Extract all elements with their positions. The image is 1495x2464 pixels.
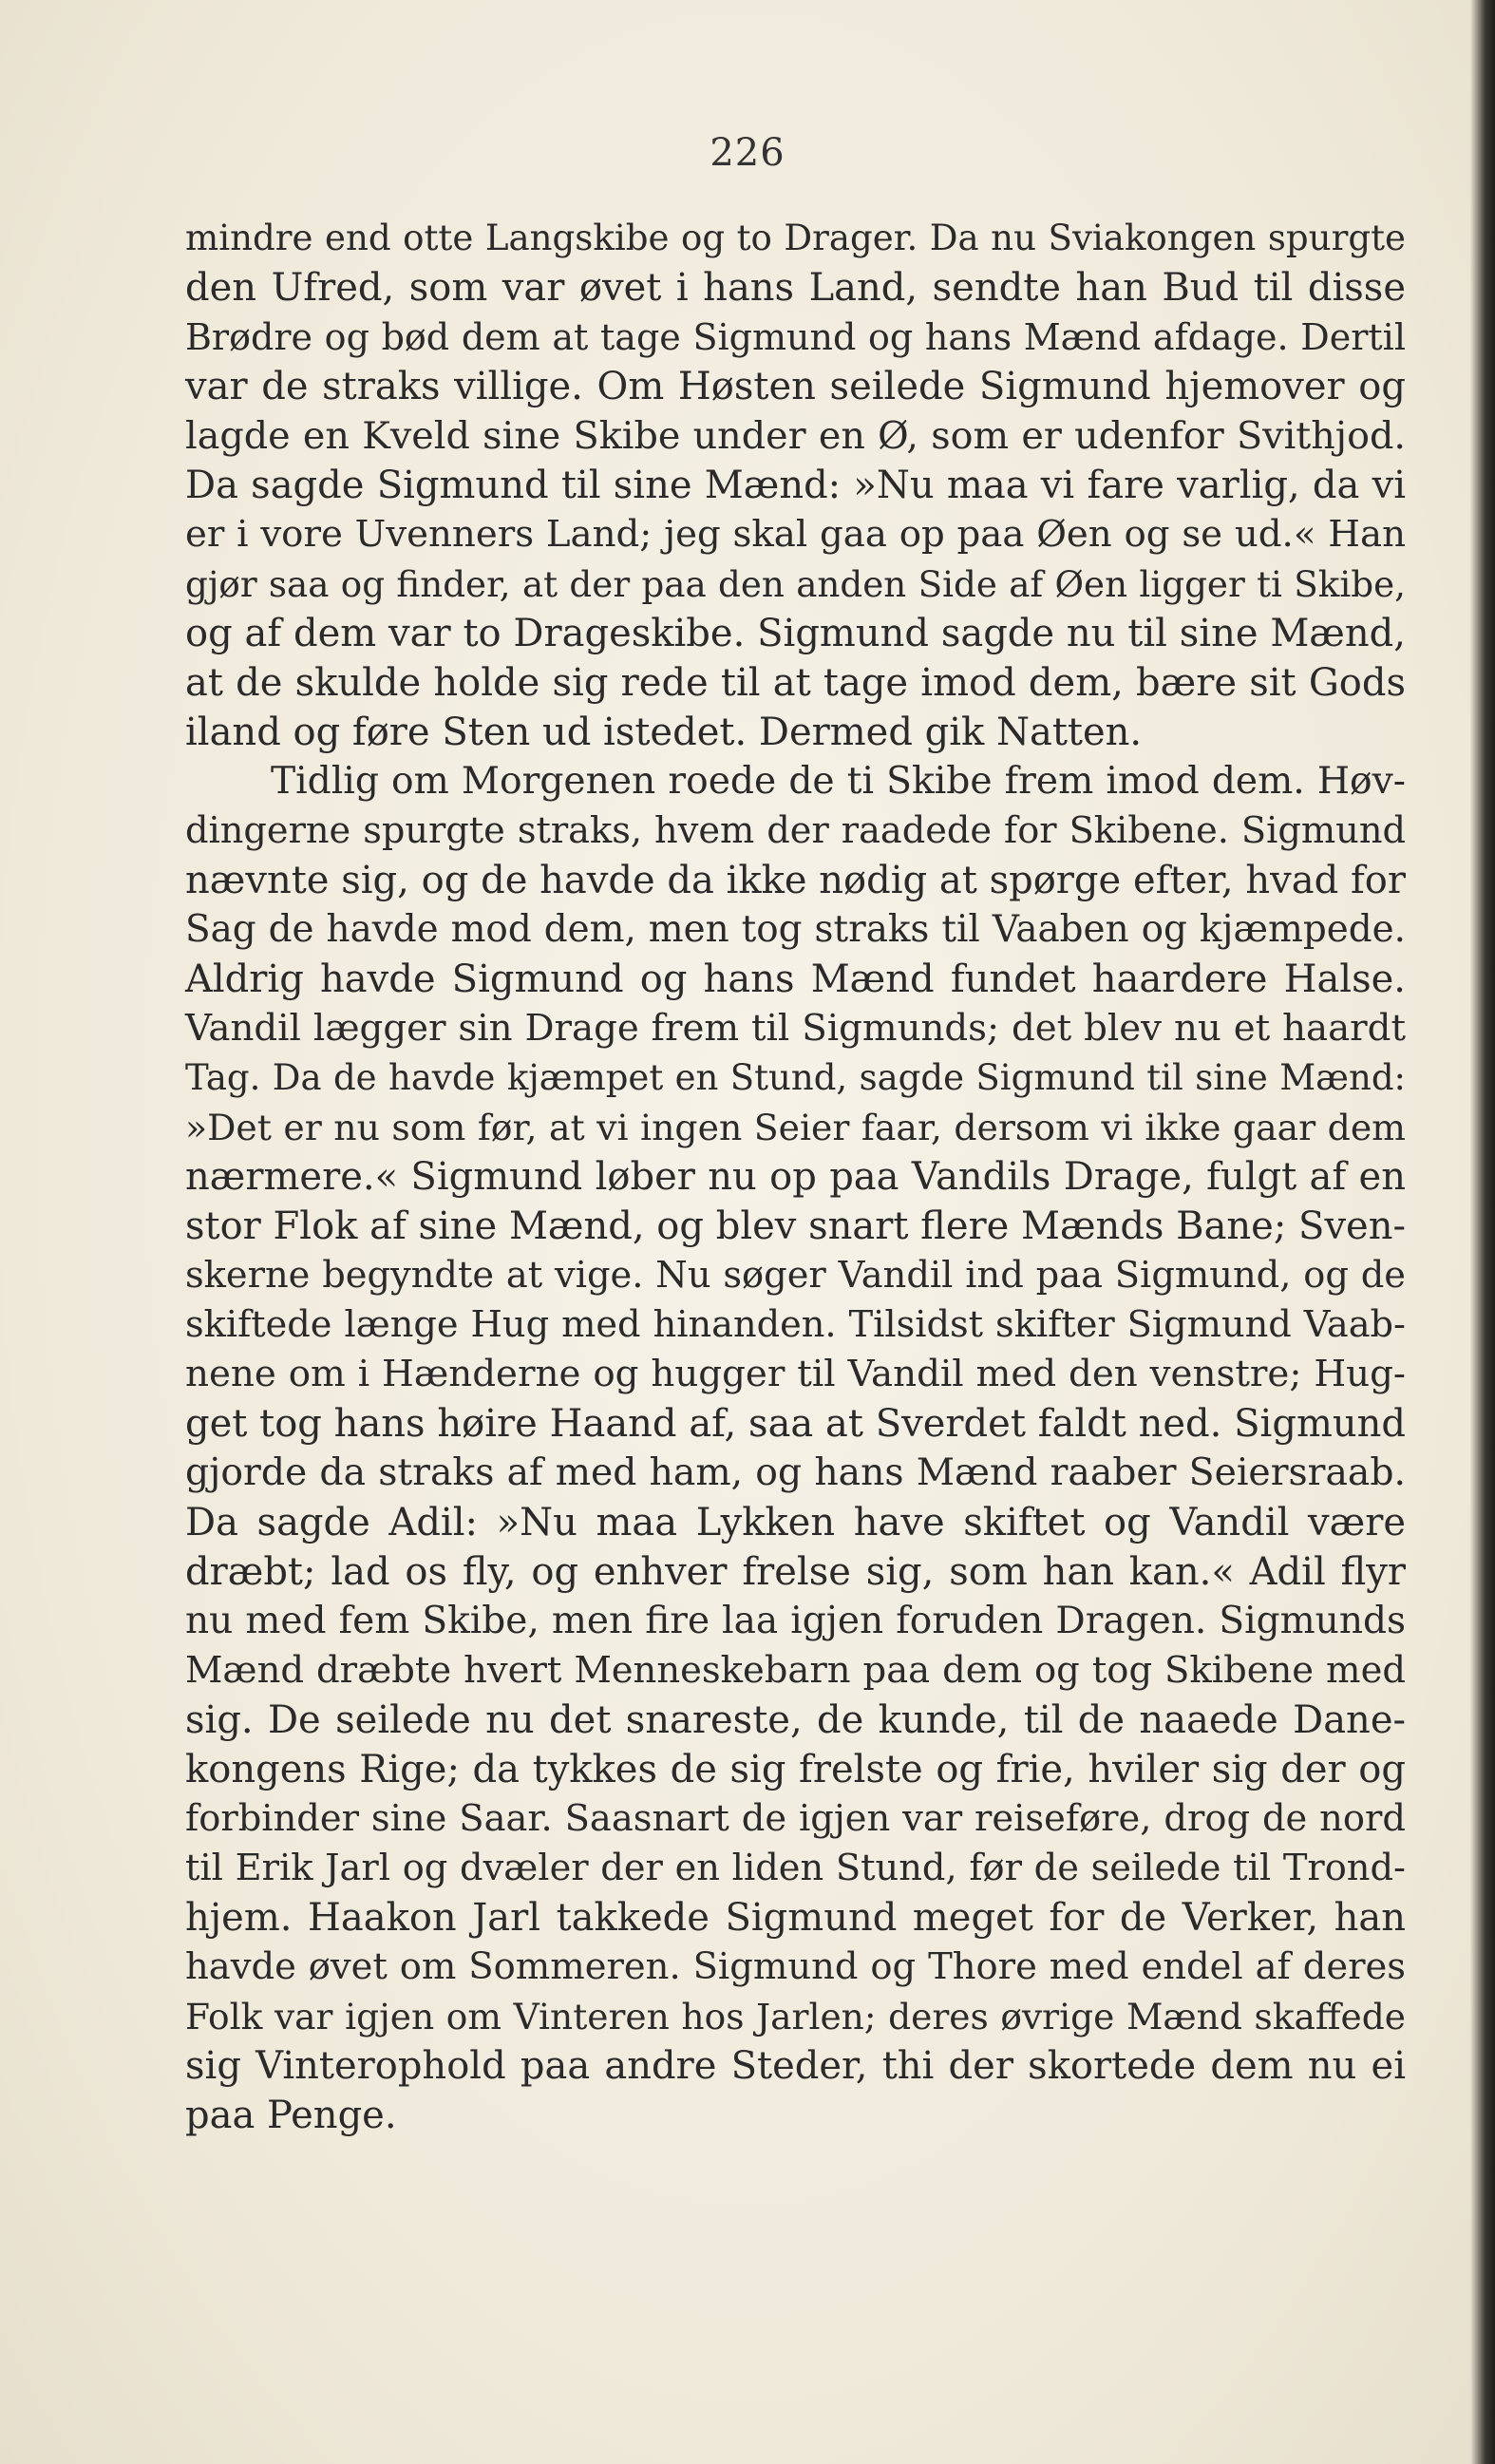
text-line: dræbt; lad os fly, og enhver frelse sig, som han kan.« Adil flyr xyxy=(185,1550,1406,1594)
text-line: at de skulde holde sig rede til at tage imod dem, bære sit Gods xyxy=(185,661,1406,705)
text-line: paa Penge. xyxy=(185,2094,397,2137)
text-line: Da sagde Adil: »Nu maa Lykken have skiftet og Vandil være xyxy=(185,1501,1406,1545)
text-line: til Erik Jarl og dvæler der en liden Stund, før de seilede til Trond- xyxy=(185,1847,1406,1889)
page-edge-shadow xyxy=(1470,0,1495,2464)
text-line: Tidlig om Morgenen roede de ti Skibe frem imod dem. Høv- xyxy=(271,760,1406,803)
text-line: Tag. Da de havde kjæmpet en Stund, sagde Sigmund til sine Mænd: xyxy=(185,1057,1406,1098)
text-line: nærmere.« Sigmund løber nu op paa Vandils Drage, fulgt af en xyxy=(185,1155,1406,1199)
text-line: Folk var igjen om Vinteren hos Jarlen; deres øvrige Mænd skaffede xyxy=(185,1996,1406,2038)
text-line: dingerne spurgte straks, hvem der raadede for Skibene. Sigmund xyxy=(185,809,1406,852)
text-line: mindre end otte Langskibe og to Drager. Da nu Sviakongen spurgte xyxy=(185,218,1406,258)
text-line: lagde en Kveld sine Skibe under en Ø, som er udenfor Svithjod. xyxy=(185,414,1406,458)
text-line: og af dem var to Drageskibe. Sigmund sagde nu til sine Mænd, xyxy=(185,612,1406,655)
text-line: Aldrig havde Sigmund og hans Mænd fundet haardere Halse. xyxy=(185,957,1406,1001)
text-line: nævnte sig, og de havde da ikke nødig at spørge efter, hvad for xyxy=(185,859,1406,902)
text-line: skerne begyndte at vige. Nu søger Vandil ind paa Sigmund, og de xyxy=(185,1254,1406,1297)
text-line: Brødre og bød dem at tage Sigmund og hans Mænd afdage. Dertil xyxy=(185,316,1406,358)
text-line: er i vore Uvenners Land; jeg skal gaa op paa Øen og se ud.« Han xyxy=(185,513,1406,556)
text-line: Sag de havde mod dem, men tog straks til Vaaben og kjæmpede. xyxy=(185,908,1406,951)
text-line: forbinder sine Saar. Saasnart de igjen var reiseføre, drog de nord xyxy=(185,1797,1406,1840)
text-line: get tog hans høire Haand af, saa at Sverdet faldt ned. Sigmund xyxy=(185,1402,1406,1446)
text-line: »Det er nu som før, at vi ingen Seier faar, dersom vi ikke gaar dem xyxy=(185,1107,1406,1148)
text-line: kongens Rige; da tykkes de sig frelste og frie, hviler sig der og xyxy=(185,1748,1406,1791)
text-line: Mænd dræbte hvert Menneskebarn paa dem og tog Skibene med xyxy=(185,1649,1406,1692)
text-line: gjorde da straks af med ham, og hans Mænd raaber Seiersraab. xyxy=(185,1451,1406,1494)
page-number: 226 xyxy=(710,131,785,175)
text-line: Da sagde Sigmund til sine Mænd: »Nu maa vi fare varlig, da vi xyxy=(185,464,1406,507)
text-line: Vandil lægger sin Drage frem til Sigmunds; det blev nu et haardt xyxy=(185,1007,1406,1050)
body-text xyxy=(185,214,1406,2256)
text-line: den Ufred, som var øvet i hans Land, sendte han Bud til disse xyxy=(185,266,1406,310)
text-line: sig. De seilede nu det snareste, de kunde, til de naaede Dane- xyxy=(185,1698,1406,1742)
text-line: var de straks villige. Om Høsten seilede Sigmund hjemover og xyxy=(185,365,1406,408)
text-line: hjem. Haakon Jarl takkede Sigmund meget for de Verker, han xyxy=(185,1896,1406,1940)
text-line: skiftede længe Hug med hinanden. Tilsidst skifter Sigmund Vaab- xyxy=(185,1303,1406,1346)
text-line: havde øvet om Sommeren. Sigmund og Thore med endel af deres xyxy=(185,1945,1406,1988)
text-line: sig Vinterophold paa andre Steder, thi der skortede dem nu ei xyxy=(185,2044,1406,2088)
text-line: stor Flok af sine Mænd, og blev snart flere Mænds Bane; Sven- xyxy=(185,1204,1406,1248)
text-line: iland og føre Sten ud istedet. Dermed gik Natten. xyxy=(185,711,1143,754)
text-line: nu med fem Skibe, men fire laa igjen foruden Dragen. Sigmunds xyxy=(185,1600,1406,1642)
text-line: gjør saa og finder, at der paa den anden Side af Øen ligger ti Skibe, xyxy=(185,563,1406,605)
text-line: nene om i Hænderne og hugger til Vandil med den venstre; Hug- xyxy=(185,1353,1406,1395)
